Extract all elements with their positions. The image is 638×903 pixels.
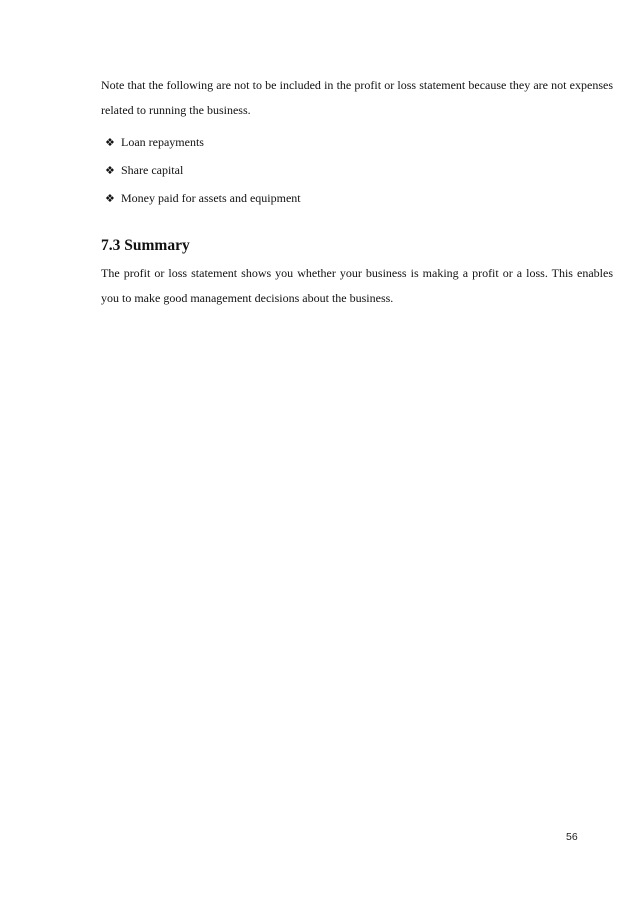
list-item <box>105 128 613 156</box>
intro-paragraph: Note that the following are not to be included in the profit or loss statement because they are not expenses related to running the business. <box>101 78 613 117</box>
list-item-text: Share capital <box>121 163 184 177</box>
excluded-items-list <box>101 128 613 212</box>
diamond-bullet-icon: ❖ <box>105 135 115 149</box>
page-content <box>101 73 613 310</box>
summary-paragraph: The profit or loss statement shows you whether your business is making a profit or a loss. This enables you to make good management decisions about the business. <box>101 266 613 305</box>
page-number: 56 <box>566 831 578 843</box>
section-heading: 7.3 Summary <box>101 237 190 254</box>
list-item-text: Money paid for assets and equipment <box>121 191 301 205</box>
list-item <box>105 156 613 184</box>
diamond-bullet-icon: ❖ <box>105 163 115 177</box>
diamond-bullet-icon: ❖ <box>105 191 115 205</box>
list-item-text: Loan repayments <box>121 135 204 149</box>
list-item <box>105 184 613 212</box>
